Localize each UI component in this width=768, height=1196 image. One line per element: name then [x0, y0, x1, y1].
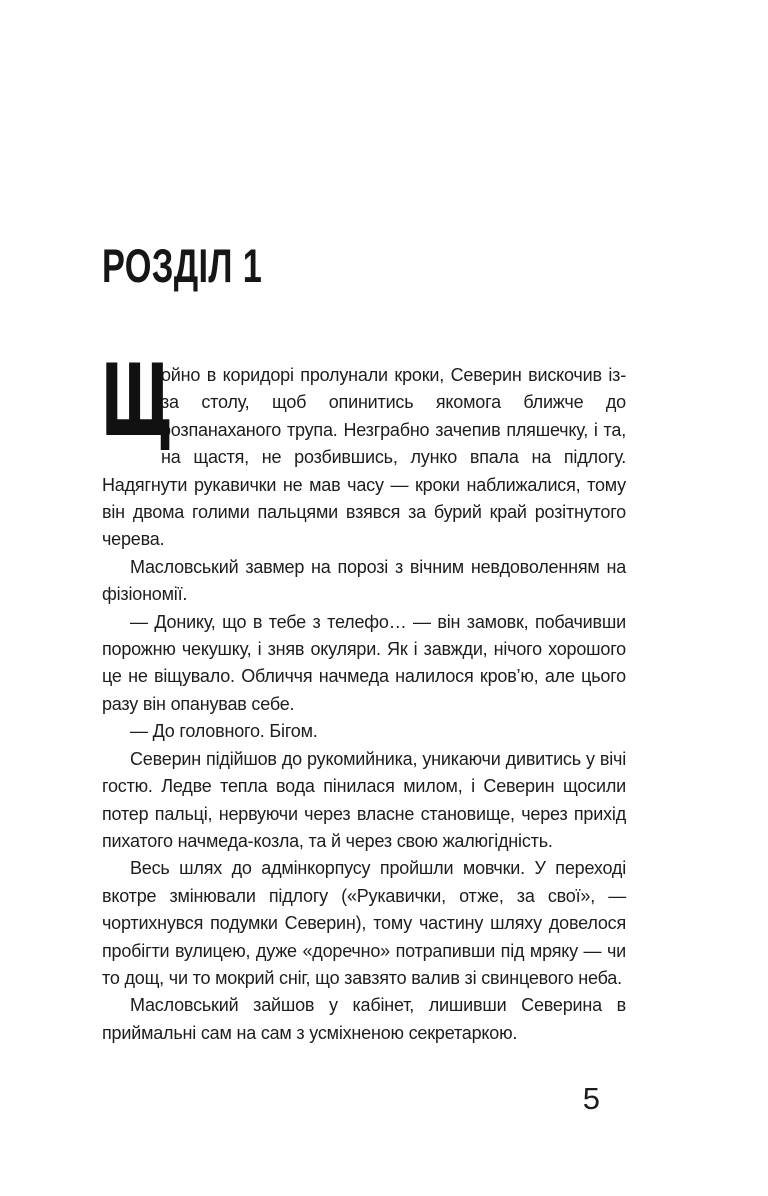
page-number: 5 [582, 1081, 600, 1116]
paragraph: Масловський зайшов у кабінет, лишивши Северина в приймальні сам на сам з усміхненою секретаркою. [102, 995, 626, 1043]
chapter-heading: РОЗДІЛ 1 [102, 239, 263, 293]
dropcap-letter: Щ [102, 345, 172, 457]
paragraph: — Донику, що в тебе з телефо… — він замовк, побачивши порожню чекушку, і зняв окуляри. Як і завжди, нічого хорошого це не віщувало. Обличчя начмеда налилося кров’ю, але цього разу він опанував себе. [102, 611, 626, 714]
paragraph: Весь шлях до адмінкорпусу пройшли мовчки. У переході вкотре змінювали підлогу («Рукавички, отже, за свої», — чортихнувся подумки Северин), тому частину шляху довелося пробігти вулицею, дуже «доречно» потрапивши під мряку — чи то дощ, чи то мокрий сніг, що завзято валив зі свинцевого неба. [102, 858, 626, 988]
paragraph: Северин підійшов до рукомийника, уникаючи дивитись у вічі гостю. Ледве тепла вода пінилася милом, і Северин щосили потер пальці, нервуючи через власне становище, через прихід пихатого начмеда-козла, та й через свою жалюгідність. [102, 748, 626, 851]
paragraph: Масловський завмер на порозі з вічним невдоволенням на фізіономії. [102, 556, 626, 605]
body-text [102, 345, 626, 1047]
paragraph: — До головного. Бігом. [130, 721, 318, 742]
paragraph: Щ ойно в коридорі пролунали кроки, Северин вискочив із-за столу, щоб опинитись якомога ближче до розпанаханого трупа. Незграбно зачепив пляшечку, і та, на щастя, не розбившись, лунко впала на підлогу. Надягнути рукавички не мав часу — кроки наближалися, тому він двома голими пальцями взявся за бурий край розітнутого черева. [102, 345, 626, 550]
